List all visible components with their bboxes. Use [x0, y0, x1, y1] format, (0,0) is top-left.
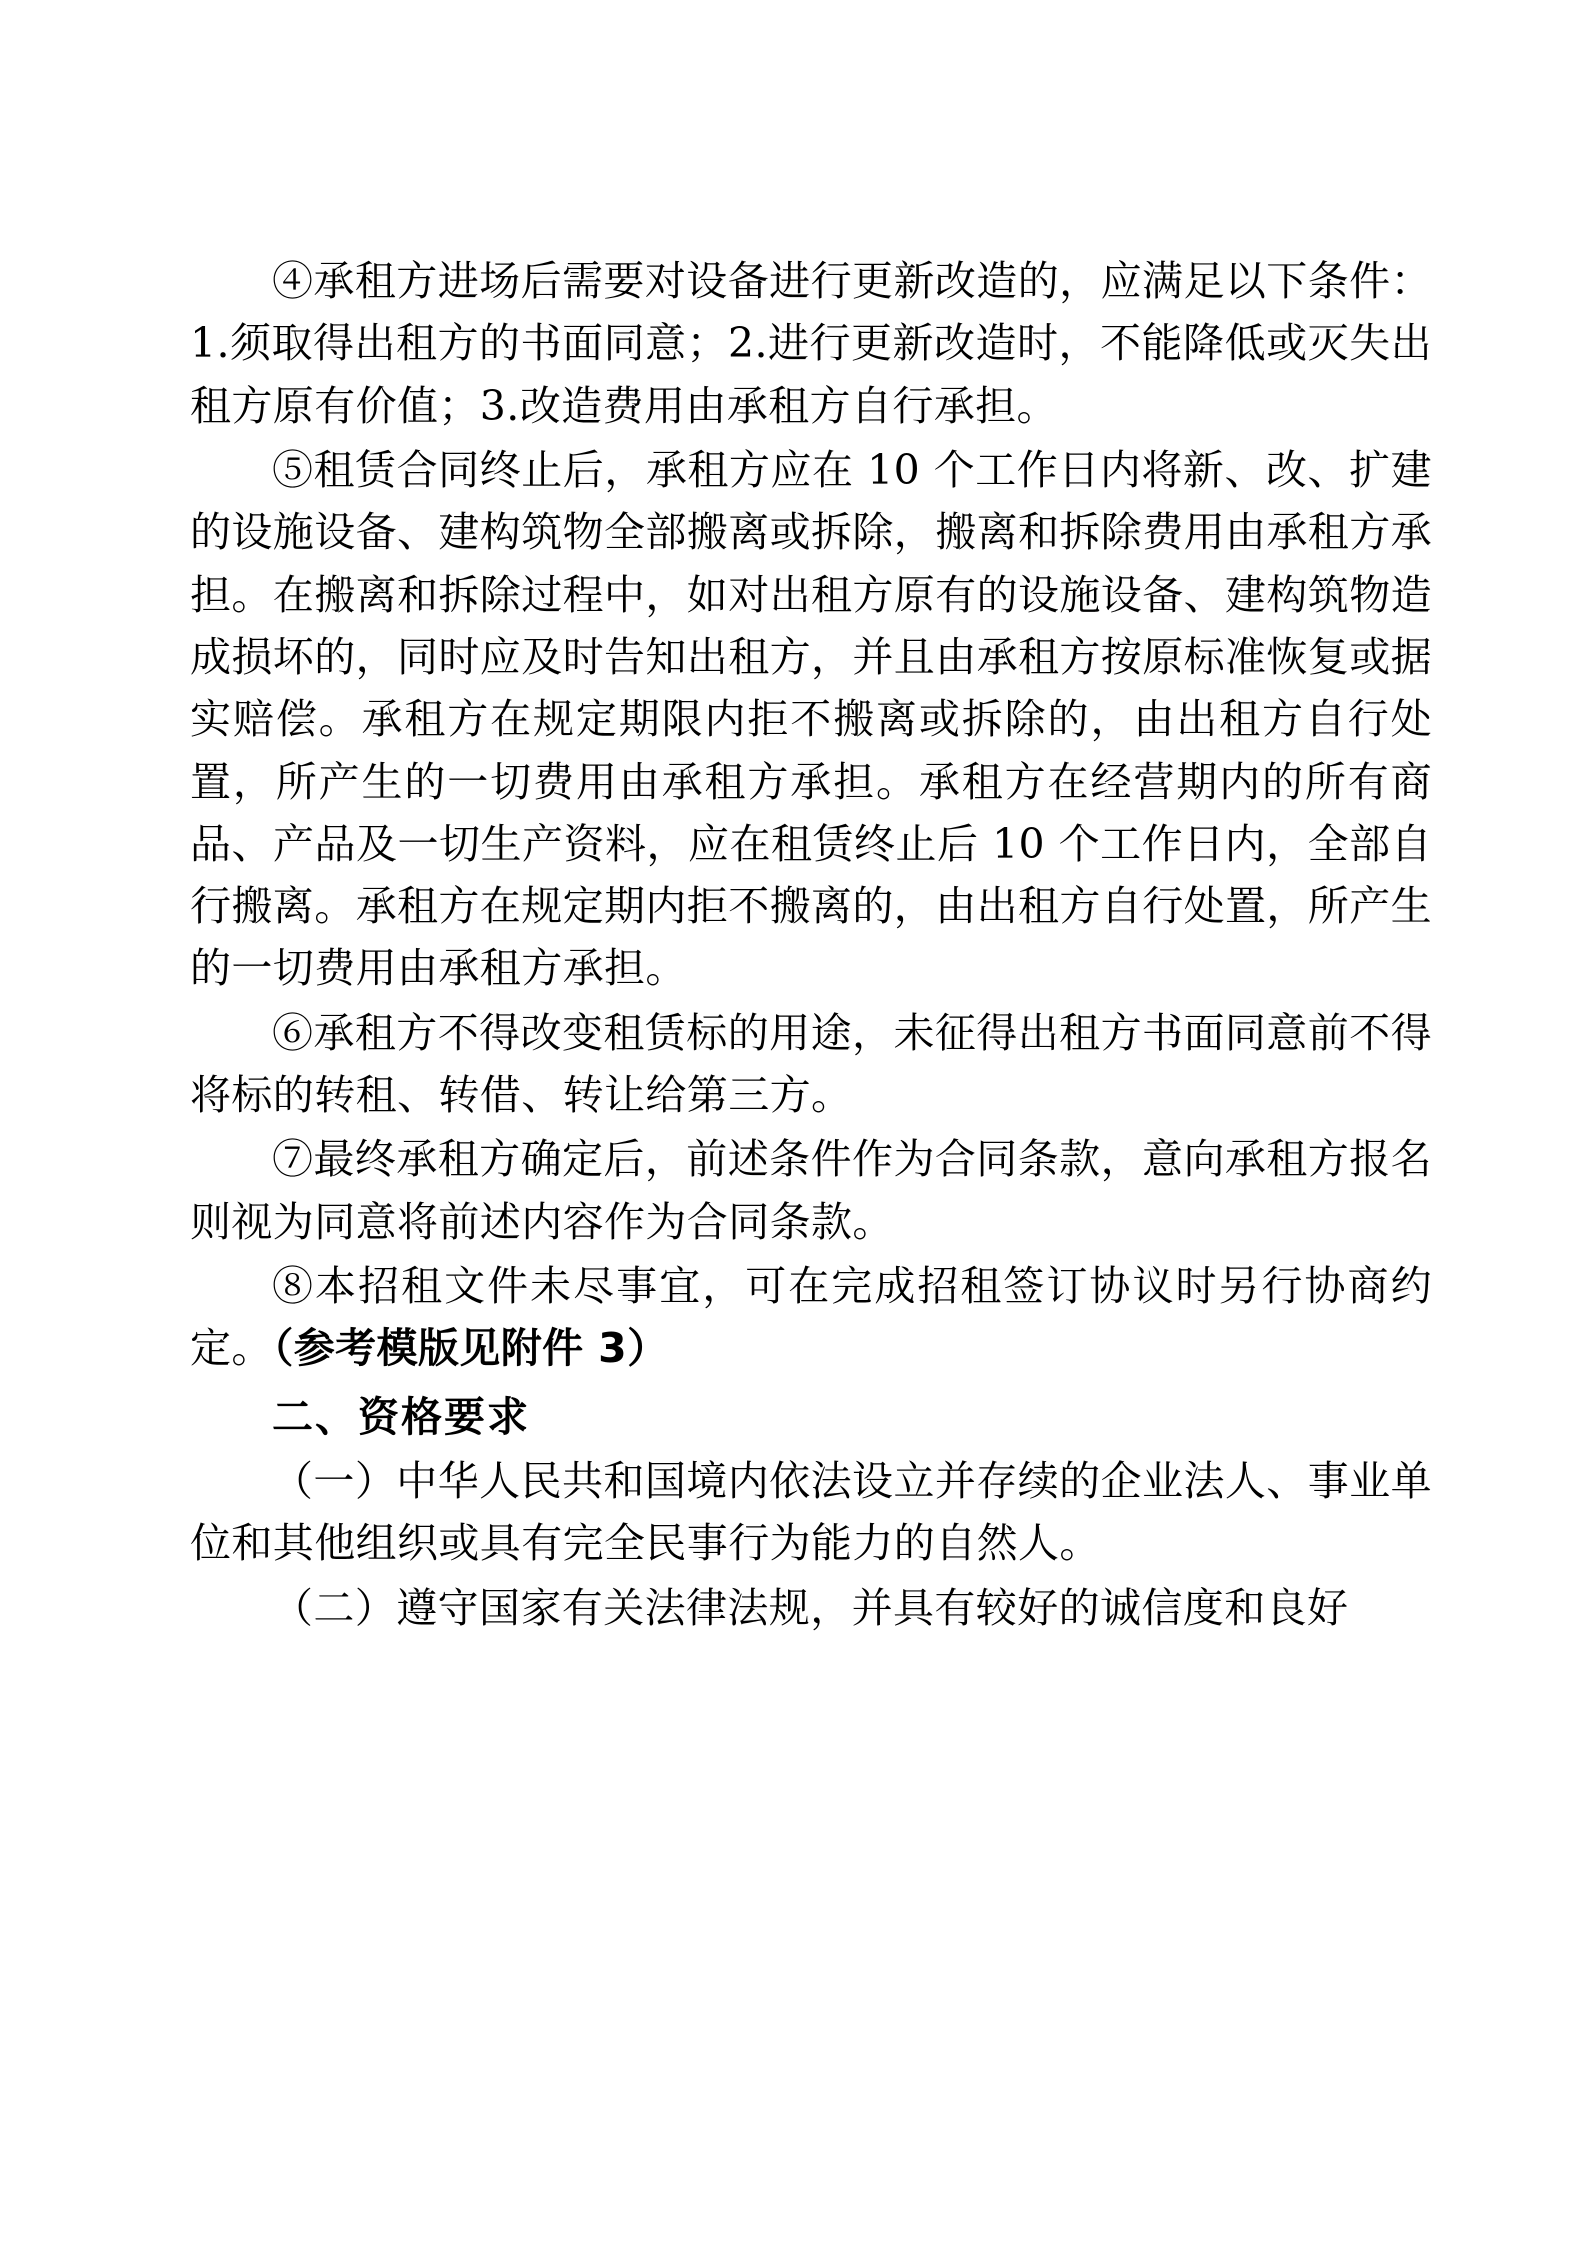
paragraph-item-8	[190, 1255, 1432, 1380]
paragraph-item-5: ⑤租赁合同终止后，承租方应在 10 个工作日内将新、改、扩建的设施设备、建构筑物全部搬离或拆除，搬离和拆除费用由承租方承担。在搬离和拆除过程中，如对出租方原有的设施设备、建构筑物造成损坏的，同时应及时告知出租方，并且由承租方按原标准恢复或据实赔偿。承租方在规定期限内拒不搬离或拆除的，由出租方自行处置，所产生的一切费用由承租方承担。承租方在经营期内的所有商品、产品及一切生产资料，应在租赁终止后 10 个工作日内，全部自行搬离。承租方在规定期内拒不搬离的，由出租方自行处置，所产生的一切费用由承租方承担。	[190, 445, 1432, 993]
paragraph-qualification-item-2: （二）遵守国家有关法律法规，并具有较好的诚信度和良好	[272, 1583, 1349, 1632]
paragraph-item-8-normal-text: ⑧本招租文件未尽事宜，可在完成招租签订协议时另行协商约定。	[190, 1262, 1432, 1373]
section-heading-qualification-requirements: 二、资格要求	[272, 1392, 530, 1441]
paragraph-item-8-bold-note: （参考模版见附件 3）	[272, 1324, 669, 1373]
paragraph-item-7: ⑦最终承租方确定后，前述条件作为合同条款，意向承租方报名则视为同意将前述内容作为合同条款。	[190, 1135, 1432, 1246]
document-body	[190, 250, 1432, 1639]
paragraph-item-6: ⑥承租方不得改变租赁标的用途，未征得出租方书面同意前不得将标的转租、转借、转让给第三方。	[190, 1008, 1432, 1120]
paragraph-qualification-item-1: （一）中华人民共和国境内依法设立并存续的企业法人、事业单位和其他组织或具有完全民事行为能力的自然人。	[190, 1456, 1432, 1568]
paragraph-item-4: ④承租方进场后需要对设备进行更新改造的，应满足以下条件：1.须取得出租方的书面同意；2.进行更新改造时，不能降低或灭失出租方原有价值；3.改造费用由承租方自行承担。	[190, 257, 1432, 430]
